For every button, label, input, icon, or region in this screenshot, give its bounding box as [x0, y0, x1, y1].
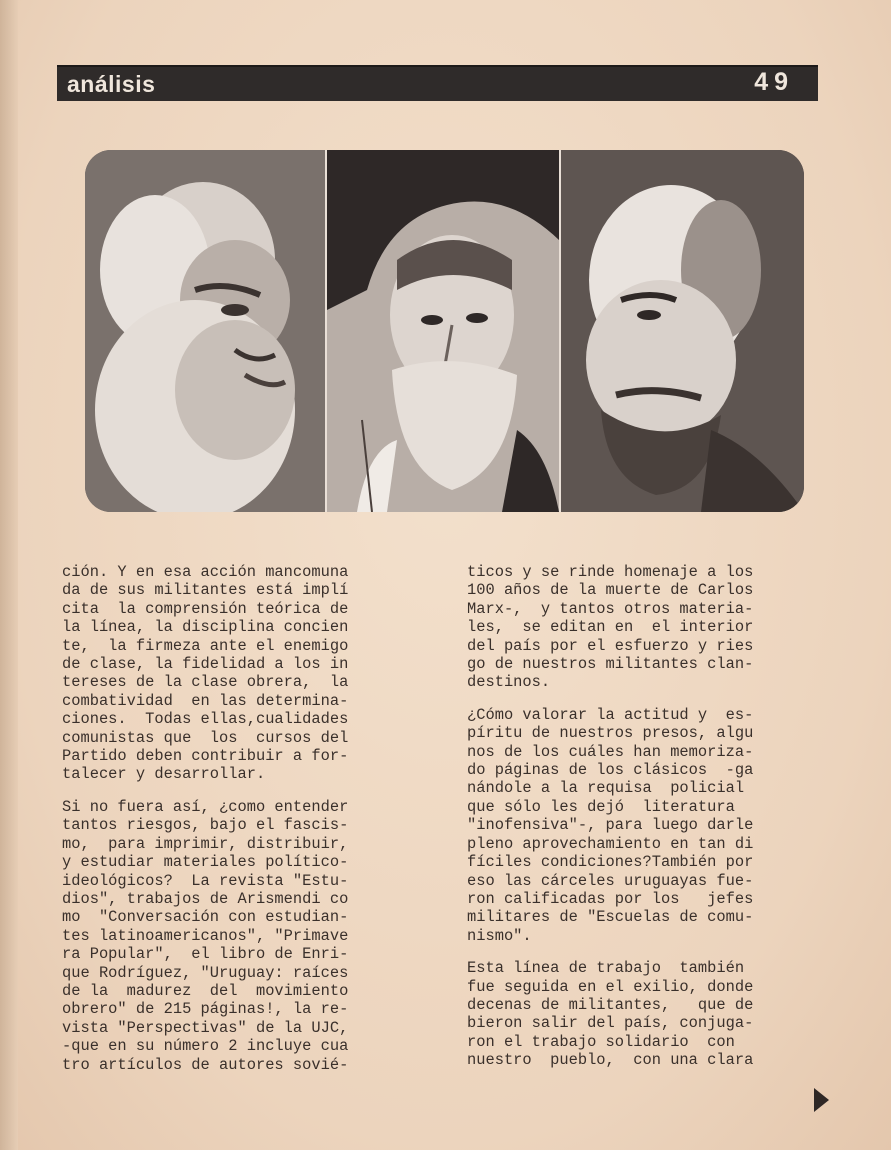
paragraph: ¿Cómo valorar la actitud y es- píritu de nuestros presos, algu nos de los cuáles han memoriza- do páginas de los clásicos -ga nándole a la requisa policial que sólo les dejó literatura "inofensiva"-, para luego darle pleno aprovechamiento en tan di fíciles condiciones?También por eso las cárceles uruguayas fue- ron calificadas por los jefes militares de "Escuelas de comu- nismo". [467, 705, 754, 945]
portrait-engels [327, 150, 559, 512]
left-column [62, 563, 434, 1088]
paragraph: ción. Y en esa acción mancomuna da de sus militantes está implí cita la comprensión teórica de la línea, la disciplina concien te, la firmeza ante el enemigo de clase, la fidelidad a los in tereses de la clase obrera, la combatividad en las determina- ciones. Todas ellas,cualidades comunistas que los cursos del Partido deben contribuir a for- talecer y desarrollar. [62, 563, 349, 784]
portrait-marx [85, 150, 325, 512]
right-column [467, 563, 842, 1084]
portrait-strip [85, 150, 804, 512]
section-title: análisis [67, 71, 156, 97]
section-header-bar [57, 65, 818, 101]
arrow-right-icon [811, 1086, 831, 1119]
paragraph: Si no fuera así, ¿como entender tantos riesgos, bajo el fascis- mo, para imprimir, distribuir, y estudiar materiales político- ideológicos? La revista "Estu- dios", trabajos de Arismendi co mo "Conversación con estudian- tes latinoamericanos", "Primave ra Popular", el libro de Enri- que Rodríguez, "Uruguay: raíces de la madurez del movimiento obrero" de 215 páginas!, la re- vista "Perspectivas" de la UJC, -que en su número 2 incluye cua tro artículos de autores sovié- [62, 797, 349, 1074]
page-edge [0, 0, 18, 1150]
page-number: 49 [754, 68, 794, 96]
portrait-lenin [561, 150, 804, 512]
paragraph: ticos y se rinde homenaje a los 100 años de la muerte de Carlos Marx-, y tantos otros materia- les, se editan en el interior del país por el esfuerzo y ries go de nuestros militantes clan- destinos. [467, 563, 754, 692]
paragraph: Esta línea de trabajo también fue seguida en el exilio, donde decenas de militantes, que de bieron salir del país, conjuga- ron el trabajo solidario con nuestro pueblo, con una clara [467, 959, 754, 1070]
